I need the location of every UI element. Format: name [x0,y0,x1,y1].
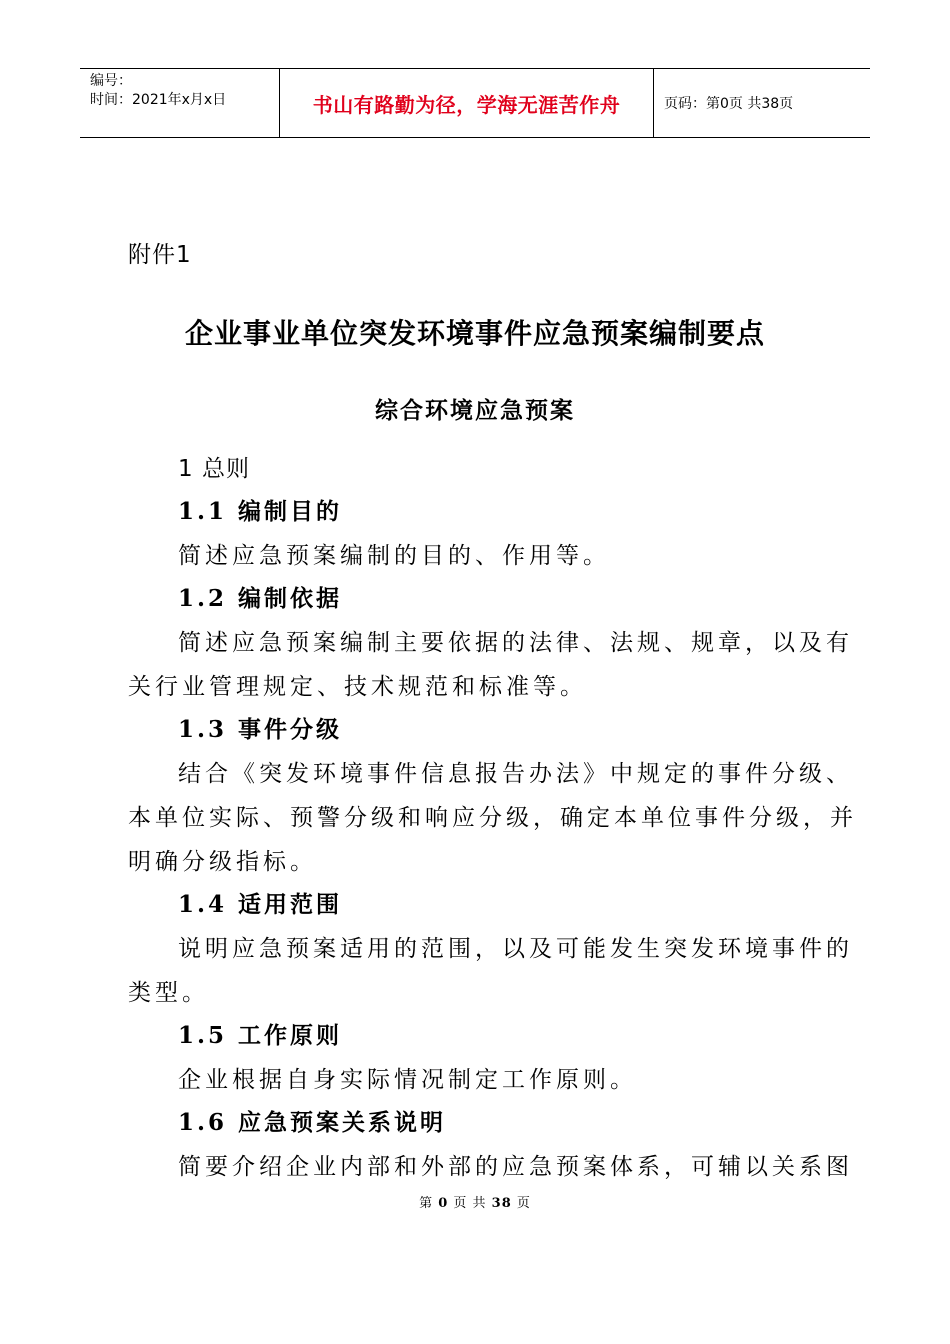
footer-suffix: 页 [511,1196,531,1211]
paragraph-1-2-line1: 简述应急预案编制主要依据的法律、法规、规章，以及有 [178,630,853,656]
paragraph-1-3-line3: 明确分级指标。 [128,849,317,875]
paragraph-1-3-line2: 本单位实际、预警分级和响应分级，确定本单位事件分级，并 [128,805,857,831]
header-motto: 书山有路勤为径，学海无涯苦作舟 [280,69,654,137]
page-footer [0,1192,950,1211]
footer-middle: 页 共 [448,1196,492,1211]
document-title: 企业事业单位突发环境事件应急预案编制要点 [184,317,765,350]
header-meta [80,69,280,137]
page-header [80,68,870,138]
number-label: 编号： [90,73,132,89]
document-subtitle: 综合环境应急预案 [375,397,575,424]
footer-total-pages: 38 [491,1196,512,1211]
heading-1-5: 1.5 工作原则 [178,1022,343,1049]
footer-page-number: 0 [438,1196,449,1211]
heading-1-2: 1.2 编制依据 [178,585,343,612]
footer-prefix: 第 [419,1196,439,1211]
header-page-info: 页码：第0页 共38页 [664,96,794,112]
attachment-label: 附件1 [128,242,192,268]
paragraph-1-1: 简述应急预案编制的目的、作用等。 [178,543,610,569]
paragraph-1-3-line1: 结合《突发环境事件信息报告办法》中规定的事件分级、 [178,761,853,787]
heading-1-1: 1.1 编制目的 [178,498,343,525]
paragraph-1-2-line2: 关行业管理规定、技术规范和标准等。 [128,674,587,700]
paragraph-1-5: 企业根据自身实际情况制定工作原则。 [178,1067,637,1093]
paragraph-1-4-line1: 说明应急预案适用的范围，以及可能发生突发环境事件的 [178,936,853,962]
section-heading-general: 1 总则 [178,456,250,482]
heading-1-3: 1.3 事件分级 [178,716,343,743]
paragraph-1-4-line2: 类型。 [128,980,209,1006]
heading-1-6: 1.6 应急预案关系说明 [178,1109,447,1136]
time-label: 时间：2021年x月x日 [90,92,227,108]
paragraph-1-6-line1: 简要介绍企业内部和外部的应急预案体系，可辅以关系图 [178,1154,853,1180]
heading-1-4: 1.4 适用范围 [178,891,343,918]
